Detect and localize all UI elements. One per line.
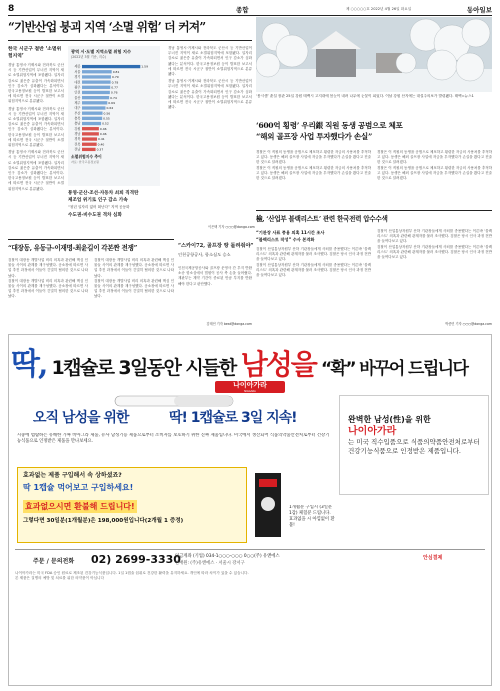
ad-offer-q3: 효과없으시면 환불해 드립니다! (25, 502, 135, 511)
byline-text: 이은택 기자 ○○○@donga.com (208, 225, 255, 229)
chart-note: 자료: 한국고용정보원 (71, 160, 100, 164)
story-600-heads (256, 120, 492, 146)
story-sp-heads (178, 242, 252, 264)
chart-value-label: 0.76 (110, 90, 118, 95)
chart-value-label: 0.81 (112, 69, 120, 74)
story-ko-col-1 (8, 258, 88, 328)
chart-value-label: 0.64 (106, 106, 114, 111)
chart-value-label: 0.41 (98, 137, 105, 142)
chart-bar (82, 148, 96, 151)
chart-bar (82, 127, 99, 130)
snow-photo (256, 17, 492, 92)
ad-offer-box (17, 467, 247, 543)
chart-value-label: 0.74 (110, 95, 117, 100)
chart-value-label: 0.40 (97, 142, 105, 147)
ad-pack-text-content: 1개월분 구입시 (3일분 1갑) 체험분 드립니다. 효과없을 시 아낌없이 환불! (289, 505, 335, 528)
story-nat-body-d: 검찰이 산업통상자원부 산하 기관장들에게 사퇴를 종용했다는 이른바 ‘블랙리스트’ 의혹과 관련해 관계자를 불러 조사했다. 검찰은 당시 인사 과정 전반을 들여다보고 있다. (377, 244, 492, 260)
photo-image (256, 17, 492, 92)
story-ko-col-2 (94, 258, 174, 328)
ad-description-text: 시중에 범람하는 유해한 가짜 비아그라 제품, 유사 남성기능 제품으로부터 소비자를 보호하기 위한 진짜 제품입니다. 미국에서 생산되어 식품의약품안전처로부터 건강기능식품으로 인정받은 제품을 만나보세요. (17, 433, 330, 445)
chart-category-label: 광주 (74, 85, 81, 90)
caption-text: ‘봄시샘’ 춘설 장관 25일 강원 태백시 고지대에 봄눈이 내려 나무에 눈꽃이 피었다. 이날 강원 산지에는 대설주의보가 발령됐다. 태백=뉴스1 (256, 94, 474, 98)
chart-value-label: 0.55 (103, 116, 110, 121)
ad-footer (15, 571, 485, 587)
chart-bar (82, 86, 110, 89)
story-ko-body-c: 검찰이 대장동 개발사업 비리 의혹과 관련해 핵심 인물들 사이의 관계를 재구성했다. 공소장에 따르면 사업 추진 과정에서 이들이 긴밀히 협의한 것으로 나타났다. (94, 258, 174, 278)
divider-nat (256, 210, 492, 211)
chart-category-label: 서울 (74, 69, 81, 74)
story-ko-headline: “대장동, 유동규-이재명-최윤길이 각본짠 전쟁” (8, 244, 138, 252)
lead-divider (8, 40, 252, 41)
story-sp-body: 인천국제공항공사와 골프장 운영사 간 부지 반환 소송 항소심에서 법원이 공사 측 손을 들어줬다. 재판부는 계약 기간이 종료된 만큼 부지를 반환해야 한다고 판단했다. (178, 266, 252, 286)
chart-category-label: 대전 (74, 80, 81, 85)
ad-frame (8, 334, 492, 686)
ad-phone-label: 주문 / 문의전화 (33, 558, 75, 565)
chart-value-label: 0.56 (103, 111, 111, 116)
ad-brand-en: NIAGARA (244, 390, 256, 393)
chart-value-label: 0.78 (111, 80, 119, 85)
lead-subhead: 한국 시군구 절반 ‘소멸위험지역’ (8, 47, 62, 59)
ad-phone-2: 입금계좌 (기업) 034-1○○○-○○○ 0○○(주) 유앤에스 (175, 554, 280, 559)
ad-safety: 안심결제 (423, 555, 443, 561)
masthead (8, 4, 492, 16)
story-sp-byline (178, 321, 252, 329)
capsule-image (109, 393, 239, 409)
chart-category-label: 경기 (74, 75, 81, 80)
paper-name: 동아일보 (466, 6, 492, 14)
ad-right-tag-text: 딱! 1캡슐로 3일 지속! (169, 410, 297, 426)
issue-date: 제 ○○○○○호 2022년 4월 26일 화요일 (346, 7, 412, 11)
chart-category-label: 울산 (74, 95, 81, 100)
chart-value-label: 0.79 (111, 75, 119, 80)
chart-panel (68, 46, 160, 186)
mid-headline-2: 제조업 위기로 인구 감소 가속 (68, 198, 128, 203)
chart-category-label: 대구 (74, 106, 81, 111)
ad-pack-text (289, 505, 335, 545)
chart-bar (82, 96, 109, 99)
chart-bar (82, 143, 97, 146)
story-sp-headline: “스카이72, 골프장 땅 돌려줘야” (178, 243, 254, 249)
ad-foot-text: 나이아가라는 미국 FDA 승인 원료로 제조된 건강기능식품입니다. 1일 1캡슐 섭취로 건강한 활력을 유지하세요. 개인에 따라 차이가 있을 수 있습니다. (15, 571, 249, 575)
chart-category-label: 강원 (74, 126, 81, 131)
ad-seller: 판매원: (주)유앤에스 · 서울시 강서구 (175, 561, 245, 566)
ad-description (17, 433, 333, 463)
story-nat-head (256, 213, 492, 227)
ad-left-tag-text: 오직 남성을 위한 (33, 410, 129, 426)
page-number: 8 (8, 4, 15, 14)
story-sp-byline-text: 김태언 기자 beat@donga.com (206, 322, 252, 326)
chart-value-label: 1.59 (141, 64, 148, 69)
ad-right-panel (339, 395, 489, 495)
story-nat-kicker: 檢, ‘산업부 블랙리스트’ 관련 한국전력 압수수색 (256, 215, 388, 223)
lead-body-cont2: 경남 통영시·거제시와 전라북도 군산시 등 기반산업이 무너진 지역이 새로 소멸위험지역에 포함됐다. 일자리 감소로 젊은층 유출이 가속화되면서 인구 감소가 심화됐다는 분석이다. 한국고용정보원 등이 발표한 보고서에 따르면 전국 시군구 절반이 소멸위험지역으로 분류됐다. (8, 150, 64, 191)
chart-bar (82, 91, 110, 94)
mid-headline-1: 통영·군산·조선·자동차 쇠퇴 직격탄 (68, 191, 139, 196)
chart-category-label: 인천 (74, 90, 81, 95)
chart-bar (82, 70, 112, 73)
capsule-icon (109, 393, 239, 409)
story-nat-headline: “기관장 사표 종용 의혹 11시간 조사 (256, 230, 325, 235)
ad-panel-body: 는 미국 직수입품으로 식품의약품안전처로부터 건강기능식품으로 인정받은 제품입니다. (348, 438, 480, 455)
chart-bar (82, 112, 103, 115)
lead-body: 경남 통영시·거제시와 전라북도 군산시 등 기반산업이 무너진 지역이 새로 소멸위험지역에 포함됐다. 일자리 감소로 젊은층 유출이 가속화되면서 인구 감소가 심화됐다는 분석이다. 한국고용정보원 등이 발표한 보고서에 따르면 전국 시군구 절반이 소멸위험지역으로 분류됐다. (8, 63, 64, 104)
lead-body-cont: 경남 통영시·거제시와 전라북도 군산시 등 기반산업이 무너진 지역이 새로 소멸위험지역에 포함됐다. 일자리 감소로 젊은층 유출이 가속화되면서 인구 감소가 심화됐다는 분석이다. 한국고용정보원 등이 발표한 보고서에 따르면 전국 시군구 절반이 소멸위험지역으로 분류됐다. (8, 106, 64, 148)
mid-body-1b: 경남 통영시·거제시와 전라북도 군산시 등 기반산업이 무너진 지역이 새로 소멸위험지역에 포함됐다. 일자리 감소로 젊은층 유출이 가속화되면서 인구 감소가 심화됐다는 분석이다. 한국고용정보원 등이 발표한 보고서에 따르면 전국 시군구 절반이 소멸위험지역으로 분류됐다. (168, 79, 252, 110)
ad-headline-post: “확” 바꾸어 드립니다 (320, 359, 468, 379)
story-600-headline: ‘600억 횡령’ 우리銀 직원 동생 공범으로 체포 (256, 121, 403, 130)
chart-value-label: 0.69 (108, 100, 115, 105)
ad-phone: 02) 2699-3330 (91, 553, 181, 566)
mid-heads (68, 190, 160, 236)
product-packs (253, 467, 287, 543)
story-ko-body-d: 검찰이 대장동 개발사업 비리 의혹과 관련해 핵심 인물들 사이의 관계를 재구성했다. 공소장에 따르면 사업 추진 과정에서 이들이 긴밀히 협의한 것으로 나타났다. (94, 278, 174, 299)
chart-bar (82, 117, 102, 120)
chart-category-label: 충북 (74, 116, 81, 121)
story-ko-head (8, 242, 174, 256)
chart-bar (82, 137, 97, 140)
chart-bar (82, 101, 107, 104)
lead-headline-block (8, 17, 252, 37)
mid-body-1: 경남 통영시·거제시와 전라북도 군산시 등 기반산업이 무너진 지역이 새로 소멸위험지역에 포함됐다. 일자리 감소로 젊은층 유출이 가속화되면서 인구 감소가 심화됐다는 분석이다. 한국고용정보원 등이 발표한 보고서에 따르면 전국 시군구 절반이 소멸위험지역으로 분류됐다. (168, 46, 252, 77)
chart-bar (82, 65, 140, 68)
chart-category-label: 제주 (74, 100, 81, 105)
story-nat-body: 검찰이 산업통상자원부 산하 기관장들에게 사퇴를 종용했다는 이른바 ‘블랙리스트’ 의혹과 관련해 관계자를 불러 조사했다. 검찰은 당시 인사 과정 전반을 들여다보고 있다. (256, 247, 371, 262)
ad-notice: 본 제품은 질병의 예방 및 치료를 위한 의약품이 아닙니다 (15, 576, 104, 580)
mid-headline-3: “청년 일자리 없어 떠난다” 지역 공동화 (68, 205, 130, 209)
story-ko-body: 검찰이 대장동 개발사업 비리 의혹과 관련해 핵심 인물들 사이의 관계를 재구성했다. 공소장에 따르면 사업 추진 과정에서 이들이 긴밀히 협의한 것으로 나타났다. (8, 258, 88, 278)
ad-right-tag (169, 407, 329, 429)
story-nat-subhead: “블랙리스트 작성” 수사 본격화 (256, 237, 315, 242)
ad-safety-badge (423, 554, 442, 561)
chart-value-label: 0.46 (99, 126, 107, 131)
mid-headline-4: 수도권-비수도권 격차 심화 (68, 213, 122, 218)
chart-category-label: 경남 (74, 132, 81, 137)
divider-ko (8, 239, 174, 240)
bar-chart (68, 62, 160, 154)
chart-bar (82, 75, 111, 78)
lead-column (8, 46, 64, 236)
ad-brand-badge (215, 381, 285, 393)
story-nat-sub (256, 229, 371, 245)
ad-panel-title: 완벽한 남성(性)을 위한 (348, 415, 431, 424)
ad-offer-deal: 그렇다면 30일분(1개월분)은 198,000원입니다(2개월 1 증정) (23, 518, 184, 524)
chart-title-2: 소멸위험지수 추이 (71, 154, 102, 159)
ad-headline (11, 339, 489, 382)
chart-category-label: 부산 (74, 111, 81, 116)
ad-contact (15, 549, 485, 568)
chart-value-label: 0.37 (96, 147, 104, 152)
story-nat-body-c: 검찰이 산업통상자원부 산하 기관장들에게 사퇴를 종용했다는 이른바 ‘블랙리스트’ 의혹과 관련해 관계자를 불러 조사했다. 검찰은 당시 인사 과정 전반을 들여다보고 있다. (377, 229, 492, 244)
chart-title: 광역 시·도별 지역소멸 위험 지수 (71, 49, 132, 54)
lead-headline: “기반산업 붕괴 지역 ‘소멸 위험’ 더 커져” (8, 20, 206, 34)
ad-headline-big: 남성을 (240, 348, 316, 381)
chart-category-label: 전남 (74, 147, 81, 152)
photo-caption (256, 94, 492, 114)
ad-offer-q2: 딱 1캡슐 먹어보고 구입하세요! (23, 483, 134, 492)
chart-bar (82, 132, 99, 135)
story-ko-body-b: 검찰이 대장동 개발사업 비리 의혹과 관련해 핵심 인물들 사이의 관계를 재구성했다. 공소장에 따르면 사업 추진 과정에서 이들이 긴밀히 협의한 것으로 나타났다. (8, 278, 88, 299)
story-600-body-d: 경찰은 이 직원의 동생을 공범으로 체포하고 횡령한 자금의 사용처를 추적하고 있다. 동생은 해외 골프장 사업에 자금을 투자했다가 손실을 봤다고 진술한 것으로 알려졌다. (377, 165, 492, 181)
chart-value-label: 0.52 (102, 121, 109, 126)
chart-bar (82, 122, 101, 125)
ad-headline-pre: 딱, (11, 347, 47, 382)
story-nat-byline-text: 박종민 기자 ○○○@donga.com (445, 322, 492, 326)
chart-bar (82, 106, 105, 109)
lead-byline (208, 224, 255, 234)
mid-column (168, 46, 255, 236)
chart-category-label: 충남 (74, 121, 81, 126)
chart-category-label: 경북 (74, 137, 81, 142)
chart-bar (82, 80, 111, 83)
story-600-body-left (256, 150, 371, 205)
chart-subtitle: (2022년 3월 기준, 지수) (71, 55, 107, 59)
story-nat-col-1 (256, 247, 371, 325)
story-nat-body-b: 검찰이 산업통상자원부 산하 기관장들에게 사퇴를 종용했다는 이른바 ‘블랙리스트’ 의혹과 관련해 관계자를 불러 조사했다. 검찰은 당시 인사 과정 전반을 들여다보고 있다. (256, 262, 371, 278)
story-600-body: 경찰은 이 직원의 동생을 공범으로 체포하고 횡령한 자금의 사용처를 추적하고 있다. 동생은 해외 골프장 사업에 자금을 투자했다가 손실을 봤다고 진술한 것으로 알려졌다. (256, 150, 371, 165)
story-600-body-c: 경찰은 이 직원의 동생을 공범으로 체포하고 횡령한 자금의 사용처를 추적하고 있다. 동생은 해외 골프장 사업에 자금을 투자했다가 손실을 봤다고 진술한 것으로 알려졌다. (377, 150, 492, 165)
story-sp-subhead: 인천공항공사, 항소심도 승소 (178, 252, 231, 257)
section-name: 종합 (236, 6, 249, 14)
story-600-body-right (377, 150, 492, 205)
ad-panel-brand: 나이아가라 (348, 426, 397, 437)
story-600-subhead: “해외 골프장 사업 투자했다가 손실” (256, 132, 373, 141)
ad-brand: 나이아가라 (233, 381, 267, 389)
ad-left-tag (33, 407, 183, 429)
story-nat-byline (377, 321, 492, 329)
chart-value-label: 0.46 (99, 132, 107, 137)
chart-category-label: 전북 (74, 142, 81, 147)
ad-offer-q1: 효과없는 제품 구입해서 속 상하셨죠? (23, 472, 122, 479)
ad-headline-cap: 1캡슐로 3일동안 시들한 (51, 357, 236, 379)
story-nat-col-2 (377, 229, 492, 319)
product-box-icon (253, 467, 287, 543)
chart-value-label: 0.77 (111, 85, 118, 90)
story-sp-col (178, 266, 252, 320)
story-600-body-b: 경찰은 이 직원의 동생을 공범으로 체포하고 횡령한 자금의 사용처를 추적하고 있다. 동생은 해외 골프장 사업에 자금을 투자했다가 손실을 봤다고 진술한 것으로 알려졌다. (256, 165, 371, 181)
chart-category-label: 세종 (74, 64, 81, 69)
